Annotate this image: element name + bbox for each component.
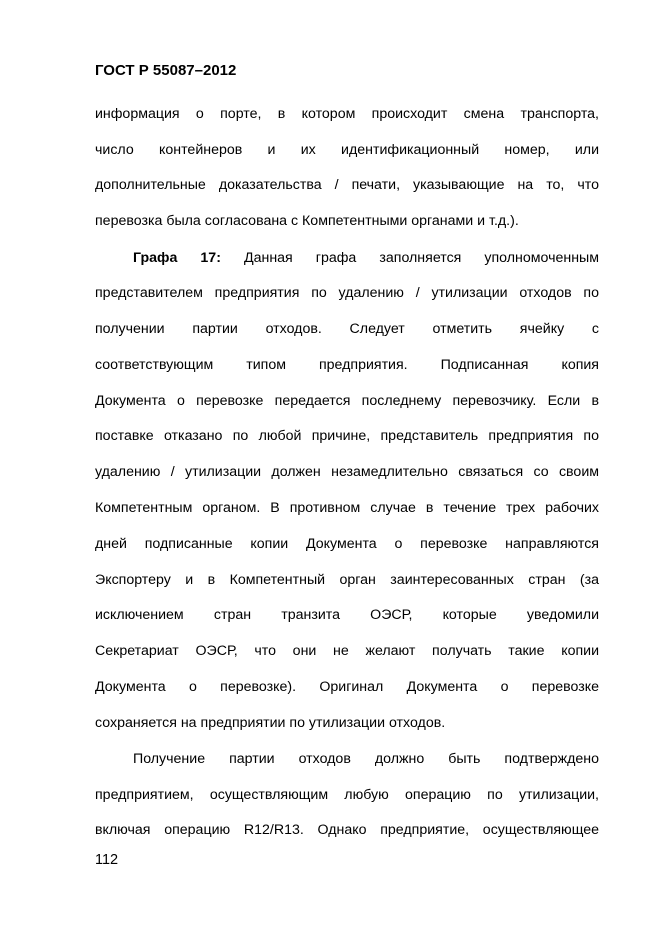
paragraph-line: поставке отказано по любой причине, представитель предприятия по	[95, 428, 599, 444]
paragraph-line: Документа о перевозке передается последнему перевозчику. Если в	[95, 393, 599, 409]
paragraph-line: соответствующим типом предприятия. Подписанная копия	[95, 357, 599, 373]
paragraph-line: сохраняется на предприятии по утилизации отходов.	[95, 715, 446, 731]
paragraph-line: предприятием, осуществляющим любую операцию по утилизации,	[95, 787, 599, 803]
paragraph-line: включая операцию R12/R13. Однако предприятие, осуществляющее	[95, 822, 599, 838]
page-number: 112	[95, 852, 119, 868]
paragraph-first-line	[133, 248, 599, 268]
paragraph-line: представителем предприятия по удалению / утилизации отходов по	[95, 285, 599, 301]
paragraph-line: число контейнеров и их идентификационный номер, или	[95, 142, 599, 158]
paragraph-line: исключением стран транзита ОЭСР, которые уведомили	[95, 607, 599, 623]
paragraph-first-line: Получение партии отходов должно быть подтверждено	[133, 751, 599, 767]
paragraph-line-text: Данная графа заполняется уполномоченным	[244, 250, 600, 266]
paragraph-line: Секретариат ОЭСР, что они не желают получать такие копии	[95, 643, 599, 659]
document-standard-header: ГОСТ Р 55087–2012	[95, 62, 237, 79]
paragraph-line: получении партии отходов. Следует отметить ячейку с	[95, 321, 599, 337]
paragraph-line: удалению / утилизации должен незамедлительно связаться со своим	[95, 464, 599, 480]
paragraph-line: информация о порте, в котором происходит смена транспорта,	[95, 106, 599, 122]
paragraph-line: Компетентным органом. В противном случае в течение трех рабочих	[95, 500, 599, 516]
paragraph-line: Документа о перевозке). Оригинал Документа о перевозке	[95, 679, 599, 695]
paragraph-line: перевозка была согласована с Компетентными органами и т.д.).	[95, 213, 519, 229]
field-label: Графа 17:	[133, 250, 221, 266]
paragraph-line: Экспортеру и в Компетентный орган заинтересованных стран (за	[95, 572, 599, 588]
paragraph-line: дней подписанные копии Документа о перевозке направляются	[95, 536, 599, 552]
paragraph-line: дополнительные доказательства / печати, указывающие на то, что	[95, 177, 599, 193]
